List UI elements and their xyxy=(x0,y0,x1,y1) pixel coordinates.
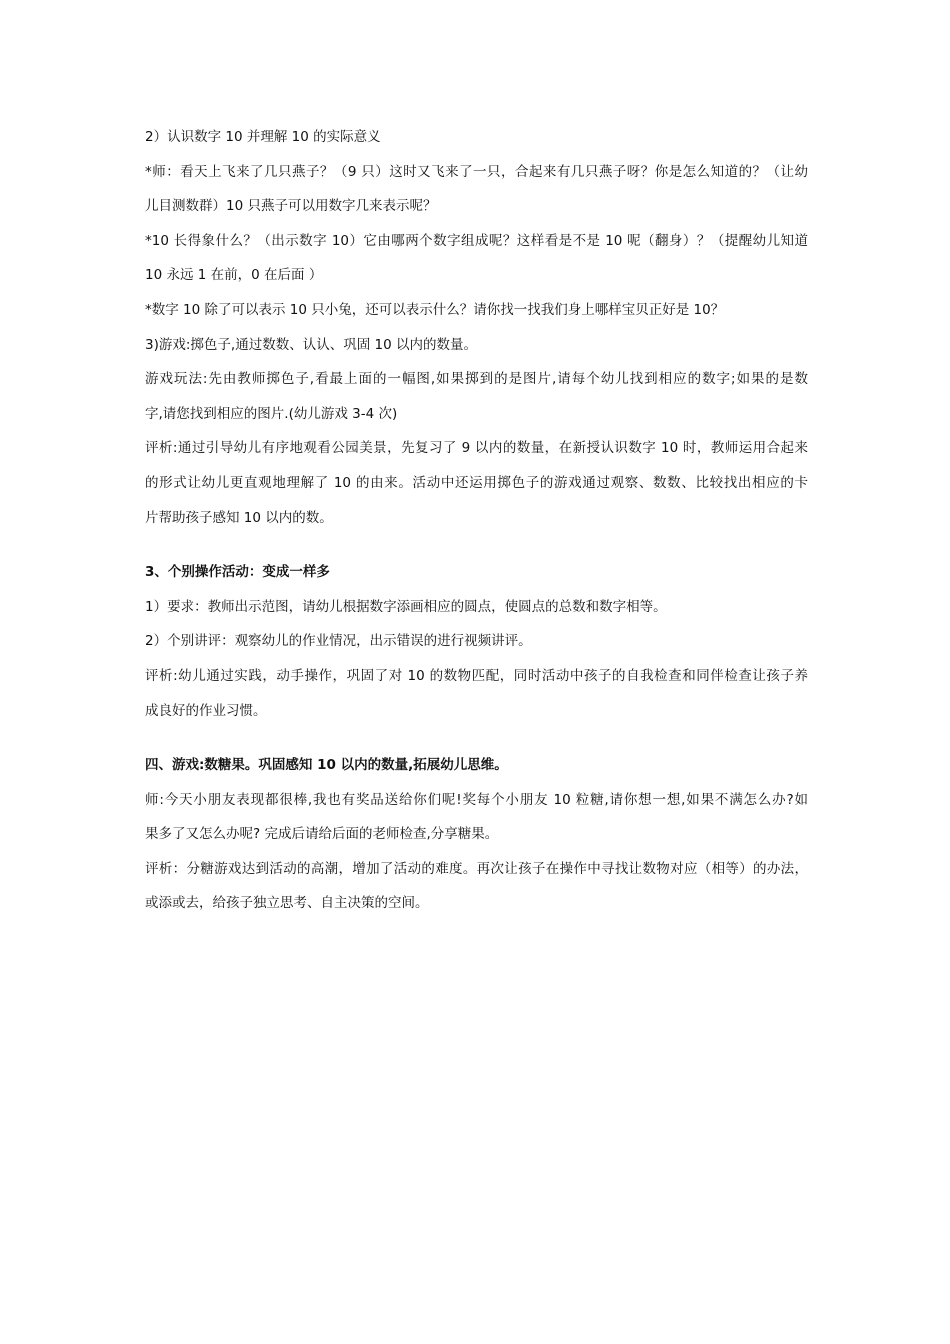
section-heading-line: 3、个别操作活动：变成一样多 xyxy=(145,564,330,581)
subheading-recognize-ten xyxy=(145,120,808,155)
paragraph-teacher-prompt xyxy=(145,783,808,852)
document-page xyxy=(145,120,808,921)
commentary-2-line-1: 评析:幼儿通过实践，动手操作，巩固了对 10 的数物匹配，同时活动中孩子的自我检查和同伴检查让孩子养 xyxy=(145,667,808,684)
section-heading-individual-activity xyxy=(145,555,808,590)
teacher-prompt-line-1: 师:今天小朋友表现都很棒,我也有奖品送给你们呢!奖每个小朋友 10 粒糖,请你想一想,如果不满怎么办?如 xyxy=(145,791,808,808)
subheading-line: 2）认识数字 10 并理解 10 的实际意义 xyxy=(145,129,381,145)
paragraph-commentary-3 xyxy=(145,852,808,921)
paragraph-commentary-2 xyxy=(145,659,808,728)
commentary-3-line-2: 或添或去，给孩子独立思考、自主决策的空间。 xyxy=(145,895,429,912)
game-rules-line-1: 游戏玩法:先由教师掷色子,看最上面的一幅图,如果掷到的是图片,请每个幼儿找到相应的数字;如果的是数 xyxy=(145,371,808,388)
section-heading-line: 四、游戏:数糖果。巩固感知 10 以内的数量,拓展幼儿思维。 xyxy=(145,757,508,774)
game-rules-line-2: 字,请您找到相应的图片.(幼儿游戏 3-4 次) xyxy=(145,405,398,422)
question-shape-line-1: *10 长得象什么？（出示数字 10）它由哪两个数字组成呢？这样看是不是 10 呢（翻身）？（提醒幼儿知道 xyxy=(145,232,808,249)
paragraph-requirement xyxy=(145,590,808,625)
review-line-1: 2）个别讲评：观察幼儿的作业情况，出示错误的进行视频讲评。 xyxy=(145,633,532,650)
question-swallows-line-1: *师：看天上飞来了几只燕子？（9 只）这时又飞来了一只，合起来有几只燕子呀？你是怎么知道的？（让幼 xyxy=(145,163,808,180)
paragraph-review xyxy=(145,624,808,659)
commentary-3-line-1: 评析：分糖游戏达到活动的高潮，增加了活动的难度。再次让孩子在操作中寻找让数物对应（相等）的办法， xyxy=(145,860,808,877)
paragraph-commentary-1 xyxy=(145,431,808,535)
requirement-line-1: 1）要求：教师出示范图，请幼儿根据数字添画相应的圆点，使圆点的总数和数字相等。 xyxy=(145,598,667,615)
commentary-1-line-2: 的形式让幼儿更直观地理解了 10 的由来。活动中还运用掷色子的游戏通过观察、数数、比较找出相应的卡 xyxy=(145,474,808,491)
paragraph-game-rules xyxy=(145,362,808,431)
question-shape-line-2: 10 永远 1 在前，0 在后面 ） xyxy=(145,267,323,284)
paragraph-question-shape xyxy=(145,224,808,293)
question-swallows-line-2: 儿目测数群）10 只燕子可以用数字几来表示呢？ xyxy=(145,198,437,215)
section-heading-candy-game xyxy=(145,748,808,783)
game-title-dice xyxy=(145,328,808,363)
commentary-1-line-1: 评析:通过引导幼儿有序地观看公园美景，先复习了 9 以内的数量，在新授认识数字 10 时，教师运用合起来 xyxy=(145,440,808,457)
teacher-prompt-line-2: 果多了又怎么办呢? 完成后请给后面的老师检查,分享糖果。 xyxy=(145,826,499,843)
question-body-line-1: *数字 10 除了可以表示 10 只小兔，还可以表示什么？请你找一找我们身上哪样宝贝正好是 10？ xyxy=(145,301,725,318)
paragraph-question-swallows xyxy=(145,155,808,224)
commentary-1-line-3: 片帮助孩子感知 10 以内的数。 xyxy=(145,509,333,526)
commentary-2-line-2: 成良好的作业习惯。 xyxy=(145,702,267,719)
paragraph-question-body xyxy=(145,293,808,328)
game-title-line: 3)游戏:掷色子,通过数数、认认、巩固 10 以内的数量。 xyxy=(145,336,477,353)
